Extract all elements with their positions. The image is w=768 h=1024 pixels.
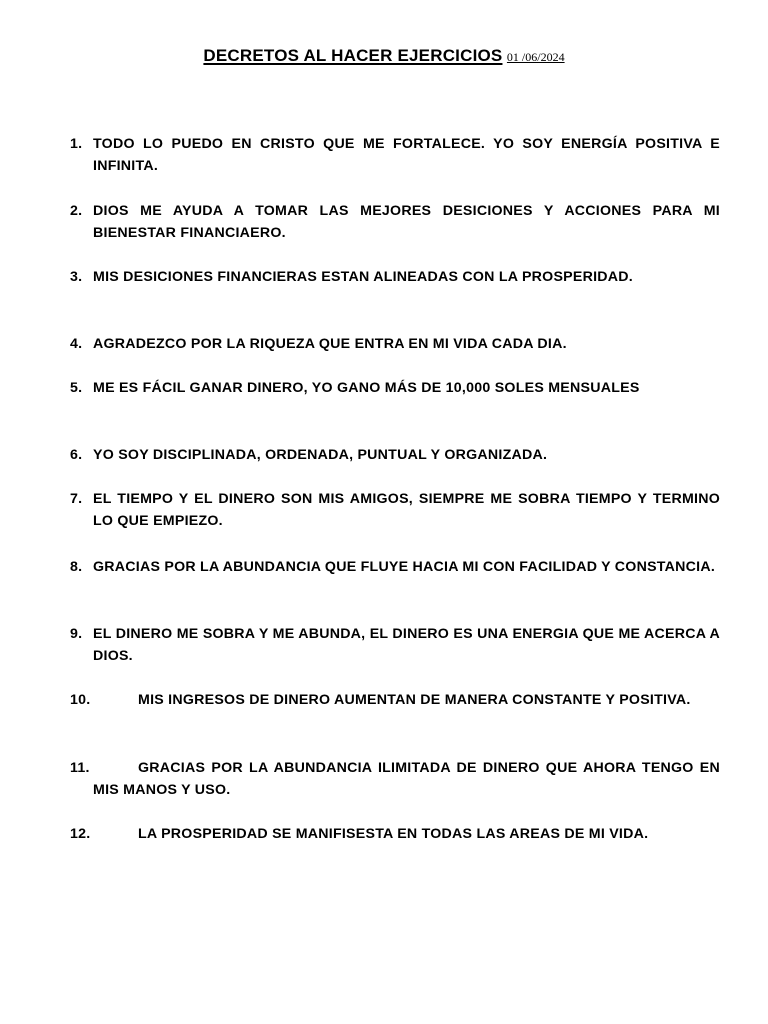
list-item-number: 2. — [70, 203, 83, 219]
document-date: 01 /06/2024 — [506, 50, 565, 64]
list-item-text: TODO LO PUEDO EN CRISTO QUE ME FORTALECE. YO SOY ENERGÍA POSITIVA E INFINITA. — [93, 136, 720, 174]
list-item-text: YO SOY DISCIPLINADA, ORDENADA, PUNTUAL Y ORGANIZADA. — [93, 447, 548, 463]
list-item — [70, 133, 720, 177]
list-item-number: 10. — [70, 692, 91, 708]
list-item-text: EL DINERO ME SOBRA Y ME ABUNDA, EL DINERO ES UNA ENERGIA QUE ME ACERCA A DIOS. — [93, 626, 720, 664]
list-item-number: 12. — [70, 826, 91, 842]
list-item-text: DIOS ME AYUDA A TOMAR LAS MEJORES DESICIONES Y ACCIONES PARA MI BIENESTAR FINANCIAERO. — [93, 203, 720, 241]
list-item-number: 8. — [70, 559, 83, 575]
list-item-number: 4. — [70, 336, 83, 352]
list-item-text: LA PROSPERIDAD SE MANIFISESTA EN TODAS LAS AREAS DE MI VIDA. — [138, 826, 649, 842]
list-item-text: ME ES FÁCIL GANAR DINERO, YO GANO MÁS DE 10,000 SOLES MENSUALES — [93, 380, 640, 396]
list-item — [70, 377, 720, 399]
list-item-text: GRACIAS POR LA ABUNDANCIA QUE FLUYE HACIA MI CON FACILIDAD Y CONSTANCIA. — [93, 559, 716, 575]
document-header — [0, 46, 768, 66]
list-item-number: 9. — [70, 626, 83, 642]
list-item — [70, 266, 720, 288]
list-item — [70, 689, 720, 711]
list-item-number: 7. — [70, 491, 83, 507]
list-item — [70, 488, 720, 532]
list-item-text: EL TIEMPO Y EL DINERO SON MIS AMIGOS, SIEMPRE ME SOBRA TIEMPO Y TERMINO LO QUE EMPIEZO. — [93, 491, 720, 529]
list-item — [70, 556, 720, 578]
list-item-number: 6. — [70, 447, 83, 463]
list-item-number: 1. — [70, 136, 83, 152]
list-item-number: 5. — [70, 380, 83, 396]
list-item-text: GRACIAS POR LA ABUNDANCIA ILIMITADA DE DINERO QUE AHORA TENGO EN MIS MANOS Y USO. — [93, 760, 720, 798]
list-item-text: MIS DESICIONES FINANCIERAS ESTAN ALINEADAS CON LA PROSPERIDAD. — [93, 269, 633, 285]
list-item-text: AGRADEZCO POR LA RIQUEZA QUE ENTRA EN MI VIDA CADA DIA. — [93, 336, 567, 352]
list-item — [70, 757, 720, 801]
list-item — [70, 333, 720, 355]
list-item-text: MIS INGRESOS DE DINERO AUMENTAN DE MANERA CONSTANTE Y POSITIVA. — [138, 692, 691, 708]
list-item — [70, 623, 720, 667]
list-item — [70, 444, 720, 466]
document-title: DECRETOS AL HACER EJERCICIOS — [203, 46, 503, 65]
list-item-number: 11. — [70, 760, 90, 776]
list-item — [70, 200, 720, 244]
list-item-number: 3. — [70, 269, 83, 285]
list-item — [70, 823, 720, 845]
